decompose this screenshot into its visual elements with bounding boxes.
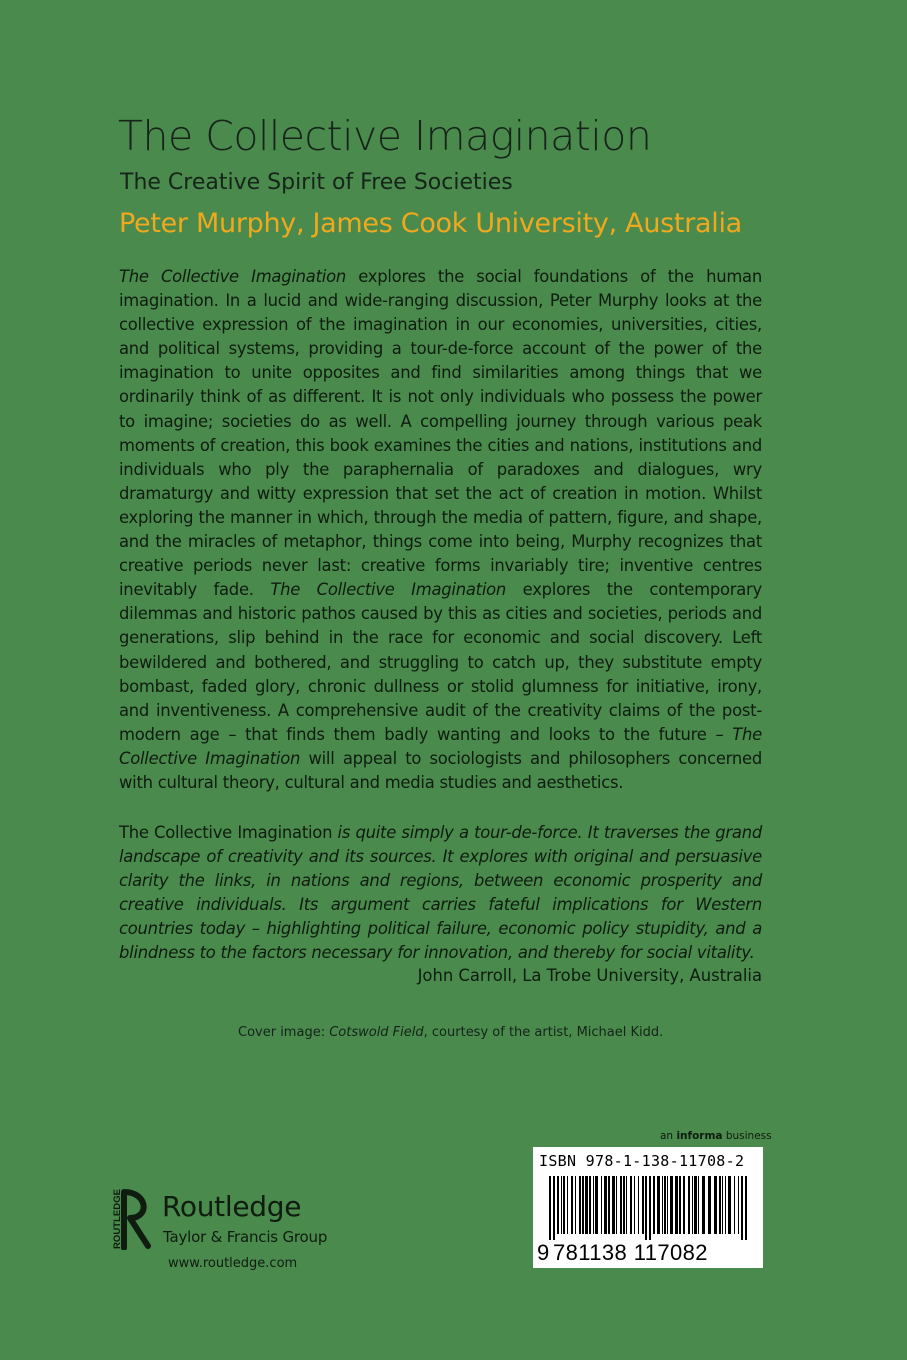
barcode-bar [738, 1176, 739, 1234]
ean-remaining-digits: 781138 117082 [553, 1240, 708, 1265]
informa-prefix: an [660, 1130, 677, 1142]
isbn-barcode [533, 1147, 763, 1268]
barcode-bar [667, 1176, 668, 1234]
barcode-bar [612, 1176, 615, 1234]
cover-credit-artwork: Cotswold Field [329, 1025, 424, 1040]
barcode-bar [595, 1176, 598, 1234]
book-blurb [119, 265, 762, 795]
barcode-bar [579, 1176, 581, 1234]
barcode-bar [561, 1176, 562, 1234]
blurb-segment-4: The Collective Imagination [119, 724, 762, 768]
barcode-bar [616, 1176, 617, 1234]
informa-suffix: business [722, 1130, 772, 1142]
barcode-bar [664, 1176, 666, 1234]
barcode-bar [722, 1176, 723, 1234]
barcode-bar [734, 1176, 735, 1234]
barcode-bar [623, 1176, 625, 1234]
barcode-bar [670, 1176, 673, 1234]
barcode-bar [728, 1176, 731, 1234]
barcode-bar [608, 1176, 610, 1234]
book-title: The Collective Imagination [118, 112, 652, 160]
barcode-bar [675, 1176, 678, 1234]
blurb-segment-5: will appeal to sociologists and philosophers concerned with cultural theory, cultural and media studies and aesthetics. [119, 748, 762, 792]
barcode-bar [702, 1176, 705, 1234]
informa-tagline [660, 1130, 772, 1142]
cover-credit-prefix: Cover image: [238, 1025, 330, 1040]
barcode-bar [688, 1176, 690, 1234]
barcode-bar [708, 1176, 711, 1234]
barcode-bar [563, 1176, 565, 1234]
barcode-bar [662, 1176, 663, 1234]
ean-first-digit: 9 [537, 1240, 550, 1265]
barcode-bar [575, 1176, 576, 1234]
cover-credit-suffix: , courtesy of the artist, Michael Kidd. [423, 1025, 664, 1040]
blurb-segment-1: explores the social foundations of the human imagination. In a lucid and wide-ranging discussion, Peter Murphy looks at the collective expression of the imagination in our economies, universities, cities, and political systems, providing a tour-de-force account of the power of the imagination to unite opposites and find similarities among things that we ordinarily think of as different. It is not only individuals who possess the power to imagine; societies do as well. A compelling journey through various peak moments of creation, this book examines the cities and nations, institutions and individuals who ply the paraphernalia of paradoxes and dialogues, wry dramaturgy and witty expression that set the act of creation in motion. Whilst exploring the manner in which, through the media of pattern, figure, and shape, and the miracles of metaphor, things come into being, Murphy recognizes that creative periods never last: creative forms invariably tire; inventive centres inevitably fade. [119, 267, 762, 600]
barcode-bar [620, 1176, 622, 1234]
barcode-bar [698, 1176, 699, 1234]
barcode-bar [692, 1176, 693, 1234]
barcode-bar [649, 1176, 651, 1240]
barcode-bar [741, 1176, 743, 1240]
review-quote [119, 821, 762, 965]
blurb-segment-2: The Collective Imagination [270, 580, 507, 600]
barcode-bar [634, 1176, 635, 1234]
barcode-bar [714, 1176, 717, 1234]
barcode-bars [549, 1176, 749, 1240]
publisher-name: Routledge [162, 1190, 302, 1223]
blurb-segment-3: explores the contemporary dilemmas and historic pathos caused by this as cities and societies, periods and generations, slip behind in the race for economic and social discovery. Left bewildered and bothered, and struggling to catch up, they substitute empty bombast, faded glory, chronic dullness or stolid glumness for initiative, irony, and inventiveness. A comprehensive audit of the creativity claims of the post-modern age – that finds them badly wanting and looks to the future – [119, 580, 762, 744]
barcode-bar [593, 1176, 594, 1234]
barcode-bar [745, 1176, 747, 1240]
review-attribution: John Carroll, La Trobe University, Australia [417, 966, 762, 985]
barcode-bar [694, 1176, 697, 1234]
barcode-bar [604, 1176, 607, 1234]
book-subtitle: The Creative Spirit of Free Societies [120, 170, 513, 195]
barcode-bar [638, 1176, 639, 1234]
barcode-bar [589, 1176, 591, 1234]
barcode-bar [679, 1176, 681, 1234]
barcode-bar [567, 1176, 568, 1234]
blurb-segment-0: The Collective Imagination [119, 267, 346, 286]
barcode-bar [549, 1176, 551, 1240]
barcode-bar [571, 1176, 573, 1234]
barcode-bar [601, 1176, 602, 1234]
informa-brand: informa [676, 1130, 723, 1142]
isbn-label: ISBN 978-1-138-11708-2 [539, 1152, 745, 1170]
barcode-bar [582, 1176, 584, 1234]
barcode-bar [585, 1176, 588, 1234]
logo-vertical-wordmark: ROUTLEDGE [112, 1189, 123, 1249]
barcode-bar [553, 1176, 555, 1240]
publisher-group: Taylor & Francis Group [163, 1228, 328, 1246]
barcode-bar [683, 1176, 685, 1234]
barcode-bar [557, 1176, 559, 1234]
barcode-bar [657, 1176, 660, 1234]
routledge-logo-icon [108, 1188, 153, 1250]
cover-credit [238, 1025, 663, 1040]
barcode-bar [626, 1176, 627, 1234]
barcode-bar [725, 1176, 726, 1234]
review-lead: The Collective Imagination [119, 823, 333, 842]
book-author: Peter Murphy, James Cook University, Australia [119, 208, 742, 239]
barcode-bar [642, 1176, 644, 1234]
review-body: is quite simply a tour-de-force. It traverses the grand landscape of creativity and its sources. It explores with original and persuasive clarity the links, in nations and regions, between economic prosperity and creative individuals. Its argument carries fateful implications for Western countries today – highlighting political failure, economic policy stupidity, and a blindness to the factors necessary for innovation, and thereby for social vitality. [119, 823, 762, 962]
barcode-bar [719, 1176, 721, 1234]
barcode-bar [653, 1176, 655, 1234]
barcode-bar [645, 1176, 647, 1240]
barcode-bar [630, 1176, 632, 1234]
publisher-website[interactable]: www.routledge.com [168, 1256, 298, 1271]
